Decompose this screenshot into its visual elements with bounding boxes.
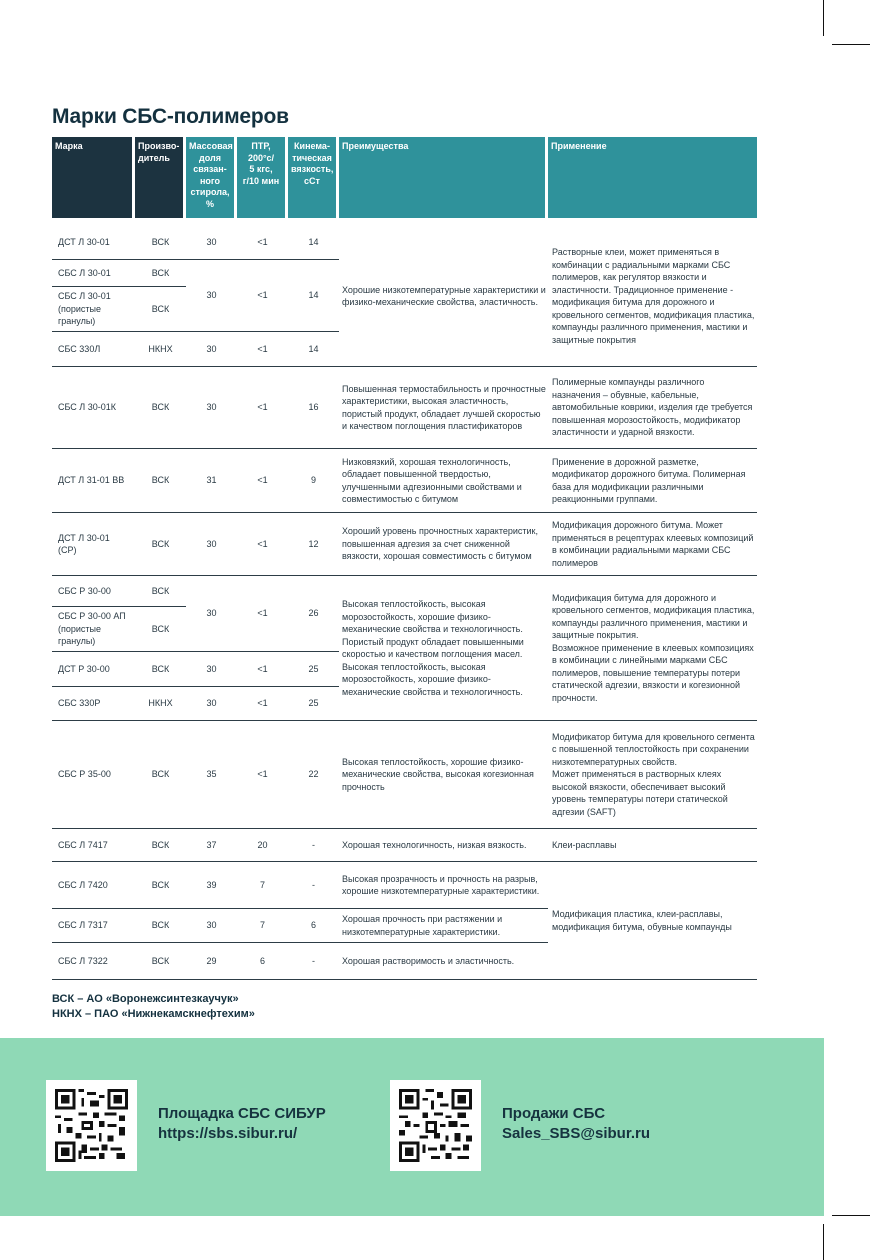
viscosity-cell: 16 [288, 367, 339, 449]
styrene-cell: 35 [186, 721, 237, 829]
producer-cell: ВСК [135, 226, 186, 260]
header-viscosity: Кинема- тическая вязкость, сСт [288, 137, 339, 218]
advantages-cell: Высокая теплостойкость, высокая морозостойкость, хорошие физико-механические свойства и технологичность. Пористый продукт обладает повышенными скоростью и качеством поглощения масел. Высокая теплостойкость, высокая морозостойкость, хорошие физико-механические свойства и технологичность. [339, 576, 548, 721]
site-link[interactable]: https://sbs.sibur.ru/ [158, 1125, 298, 1142]
styrene-cell: 30 [186, 687, 237, 721]
table-row [52, 367, 757, 449]
mfi-cell: <1 [237, 576, 288, 652]
grade-cell: СБС Р 30-00 [52, 576, 135, 607]
styrene-cell: 30 [186, 576, 237, 652]
viscosity-cell: 22 [288, 721, 339, 829]
mfi-cell: <1 [237, 721, 288, 829]
advantages-cell: Высокая прозрачность и прочность на разрыв, хорошие низкотемпературные характеристики. [339, 862, 548, 909]
advantages-cell: Хороший уровень прочностных характеристик, повышенная адгезия за счет сниженной вязкости, хорошая совместимость с битумом [339, 513, 548, 576]
producer-cell: ВСК [135, 862, 186, 909]
producer-cell: ВСК [135, 943, 186, 980]
grade-cell: ДСТ Л 30-01 (СР) [52, 513, 135, 576]
application-cell: Растворные клеи, может применяться в комбинации с радиальными марками СБС полимеров, как регулятор вязкости и эластичности. Традиционное применение - модификация битума для дорожного и кровельного сегментов, модификация пластика, компаунды различного применения, мастики и защитные покрытия [548, 226, 757, 367]
styrene-cell: 30 [186, 367, 237, 449]
grade-cell: СБС Р 35-00 [52, 721, 135, 829]
grade-cell: СБС Р 30-00 АП (пористые гранулы) [52, 607, 135, 652]
producer-cell: НКНХ [135, 332, 186, 367]
advantages-cell: Повышенная термостабильность и прочностные характеристики, высокая эластичность, пористый продукт, обладает лучшей скоростью и качеством поглощения пластификаторов [339, 367, 548, 449]
mfi-cell: <1 [237, 687, 288, 721]
producer-cell: ВСК [135, 367, 186, 449]
grade-cell: ДСТ Л 30-01 [52, 226, 135, 260]
page-title: Марки СБС-полимеров [52, 105, 289, 128]
legend-vsk: ВСК – АО «Воронежсинтезкаучук» [52, 993, 239, 1005]
grade-cell: ДСТ Л 31-01 ВВ [52, 449, 135, 513]
producer-cell: ВСК [135, 449, 186, 513]
grade-cell: СБС Л 30-01 [52, 260, 135, 287]
application-cell: Полимерные компаунды различного назначения – обувные, кабельные, автомобильные коврики, изделия где требуется повышенная морозостойкость, модификатор эластичности и ударной вязкости. [548, 367, 757, 449]
producer-cell: НКНХ [135, 687, 186, 721]
viscosity-cell: 26 [288, 576, 339, 652]
contacts-footer [0, 1038, 824, 1216]
crop-mark [823, 0, 824, 36]
styrene-cell: 30 [186, 652, 237, 687]
header-advantages: Преимущества [339, 137, 548, 218]
producer-cell: ВСК [135, 607, 186, 652]
producer-cell: ВСК [135, 513, 186, 576]
sales-title: Продажи СБС [502, 1105, 606, 1122]
producer-cell: ВСК [135, 909, 186, 943]
viscosity-cell: - [288, 943, 339, 980]
mfi-cell: <1 [237, 260, 288, 332]
header-producer: Произво- дитель [135, 137, 186, 218]
qr-icon [55, 1089, 128, 1162]
table-row [52, 226, 757, 260]
viscosity-cell: 6 [288, 909, 339, 943]
styrene-cell: 29 [186, 943, 237, 980]
viscosity-cell: 14 [288, 226, 339, 260]
advantages-cell: Хорошая растворимость и эластичность. [339, 943, 548, 980]
header-grade: Марка [52, 137, 135, 218]
viscosity-cell: - [288, 829, 339, 862]
viscosity-cell: 14 [288, 260, 339, 332]
table-row [52, 721, 757, 829]
mfi-cell: <1 [237, 226, 288, 260]
viscosity-cell: 25 [288, 687, 339, 721]
grade-cell: СБС Л 7317 [52, 909, 135, 943]
mfi-cell: <1 [237, 652, 288, 687]
producer-cell: ВСК [135, 576, 186, 607]
styrene-cell: 37 [186, 829, 237, 862]
qr-code-sales[interactable] [390, 1080, 481, 1171]
grade-cell: СБС Л 30-01 (пористые гранулы) [52, 287, 135, 332]
styrene-cell: 30 [186, 513, 237, 576]
sbs-grades-table [52, 137, 757, 980]
advantages-cell: Высокая теплостойкость, хорошие физико-механические свойства, высокая когезионная прочность [339, 721, 548, 829]
grade-cell: СБС 330Л [52, 332, 135, 367]
styrene-cell: 30 [186, 909, 237, 943]
sales-contact [502, 1104, 650, 1144]
header-styrene: Массовая доля связан- ного стирола, % [186, 137, 237, 218]
styrene-cell: 30 [186, 226, 237, 260]
application-cell: Модификация пластика, клеи-расплавы, модификация битума, обувные компаунды [548, 862, 757, 980]
crop-mark [823, 1224, 824, 1260]
header-mfi: ПТР, 200°с/ 5 кгс, г/10 мин [237, 137, 288, 218]
grade-cell: СБС 330Р [52, 687, 135, 721]
producer-cell: ВСК [135, 260, 186, 287]
table-row [52, 862, 757, 909]
table-row [52, 449, 757, 513]
mfi-cell: <1 [237, 513, 288, 576]
application-cell: Модификатор битума для кровельного сегмента с повышенной теплостойкость при сохранении низкотемпературных свойств. Может применяться в растворных клеях высокой вязкости, обеспечивает высокий уровень температуры потери статической адгезии (SAFT) [548, 721, 757, 829]
styrene-cell: 30 [186, 332, 237, 367]
viscosity-cell: 9 [288, 449, 339, 513]
grade-cell: СБС Л 7420 [52, 862, 135, 909]
table-header-row [52, 137, 757, 218]
mfi-cell: 7 [237, 909, 288, 943]
viscosity-cell: 12 [288, 513, 339, 576]
viscosity-cell: - [288, 862, 339, 909]
producer-legend [52, 992, 255, 1022]
mfi-cell: 20 [237, 829, 288, 862]
producer-cell: ВСК [135, 652, 186, 687]
advantages-cell: Хорошая технологичность, низкая вязкость. [339, 829, 548, 862]
grade-cell: ДСТ Р 30-00 [52, 652, 135, 687]
table-row [52, 576, 757, 607]
styrene-cell: 31 [186, 449, 237, 513]
site-contact [158, 1104, 326, 1144]
advantages-cell: Низковязкий, хорошая технологичность, обладает повышенной твердостью, улучшенными адгезионными свойствами и совместимостью с битумом [339, 449, 548, 513]
site-title: Площадка СБС СИБУР [158, 1105, 326, 1122]
qr-code-site[interactable] [46, 1080, 137, 1171]
application-cell: Модификация битума для дорожного и кровельного сегментов, модификация пластика, компаунды различного применения, мастики и защитные покрытия. Возможное применение в клеевых композициях в комбинации с линейными марками СБС полимеров, повышение температуры потери статической адгезии, вязкости и когезионной прочности. [548, 576, 757, 721]
qr-icon [399, 1089, 472, 1162]
crop-mark [832, 44, 870, 45]
viscosity-cell: 14 [288, 332, 339, 367]
mfi-cell: 6 [237, 943, 288, 980]
styrene-cell: 30 [186, 260, 237, 332]
producer-cell: ВСК [135, 287, 186, 332]
mfi-cell: <1 [237, 449, 288, 513]
advantages-cell: Хорошая прочность при растяжении и низкотемпературные характеристики. [339, 909, 548, 943]
producer-cell: ВСК [135, 721, 186, 829]
mfi-cell: 7 [237, 862, 288, 909]
styrene-cell: 39 [186, 862, 237, 909]
mfi-cell: <1 [237, 367, 288, 449]
application-cell: Модификация дорожного битума. Может применяться в рецептурах клеевых композиций в комбинации радиальными марками СБС полимеров [548, 513, 757, 576]
header-application: Применение [548, 137, 757, 218]
crop-mark [832, 1215, 870, 1216]
mfi-cell: <1 [237, 332, 288, 367]
table-spacer [52, 218, 757, 226]
application-cell: Клеи-расплавы [548, 829, 757, 862]
legend-nknh: НКНХ – ПАО «Нижнекамскнефтехим» [52, 1008, 255, 1020]
viscosity-cell: 25 [288, 652, 339, 687]
application-cell: Применение в дорожной разметке, модификатор дорожного битума. Полимерная база для модификации различными реакционными группами. [548, 449, 757, 513]
sales-email-link[interactable]: Sales_SBS@sibur.ru [502, 1125, 651, 1142]
grade-cell: СБС Л 7417 [52, 829, 135, 862]
table-row [52, 829, 757, 862]
table-row [52, 513, 757, 576]
grade-cell: СБС Л 30-01К [52, 367, 135, 449]
advantages-cell: Хорошие низкотемпературные характеристики и физико-механические свойства, эластичность. [339, 226, 548, 367]
grade-cell: СБС Л 7322 [52, 943, 135, 980]
producer-cell: ВСК [135, 829, 186, 862]
